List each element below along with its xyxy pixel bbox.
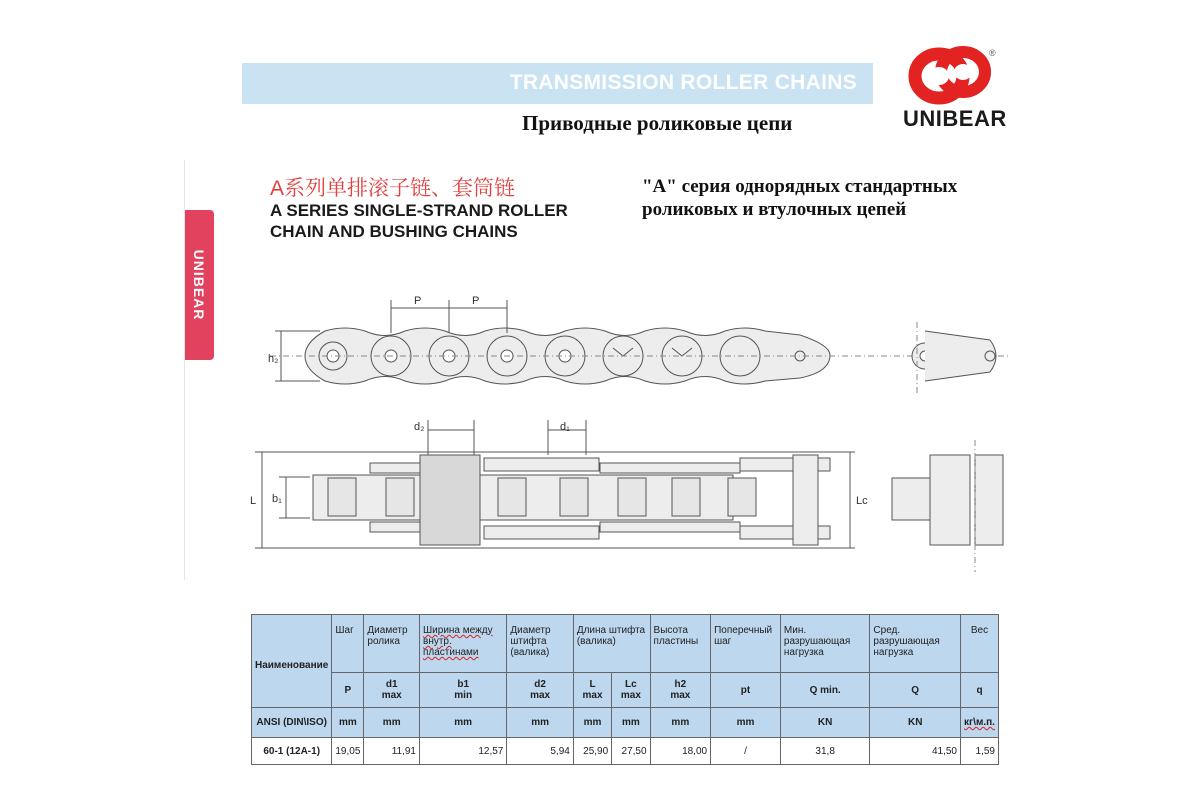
spec-table (251, 614, 999, 765)
col-symbol: b1 min (420, 673, 507, 708)
col-symbol: Q min. (780, 673, 870, 708)
subtitle-russian: Приводные роликовые цепи (522, 111, 793, 135)
row-name: 60-1 (12A-1) (252, 738, 332, 765)
registered-mark: ® (989, 48, 996, 58)
pitch-label-2: P (472, 295, 480, 307)
col-desc: Шаг (332, 615, 364, 673)
row-value: 25,90 (573, 738, 611, 765)
col-symbol: q (960, 673, 998, 708)
row-value: 5,94 (507, 738, 573, 765)
section-title-russian-line1: "A" серия однорядных стандартных (642, 176, 958, 197)
row-value: 27,50 (612, 738, 650, 765)
col-symbol: pt (711, 673, 781, 708)
col-desc: Поперечный шаг (711, 615, 781, 673)
col-symbol: Q (870, 673, 961, 708)
row-value: 19,05 (332, 738, 364, 765)
name-unit: ANSI (DIN\ISO) (252, 708, 332, 738)
col-desc: Сред. разрушающая нагрузка (870, 615, 961, 673)
col-unit: mm (420, 708, 507, 738)
col-unit: mm (332, 708, 364, 738)
col-unit: mm (573, 708, 611, 738)
section-title-chinese: A系列单排滚子链、套筒链 (270, 177, 516, 200)
pitch-label-1: P (414, 295, 422, 307)
row-value: / (711, 738, 781, 765)
col-desc: Диаметр штифта (валика) (507, 615, 573, 673)
col-symbol: h2 max (650, 673, 711, 708)
col-symbol: d2 max (507, 673, 573, 708)
name-header: Наименование (252, 615, 332, 708)
row-value: 18,00 (650, 738, 711, 765)
col-unit: mm (612, 708, 650, 738)
col-desc: Ширина между внутр. пластинами (420, 615, 507, 673)
col-unit: KN (780, 708, 870, 738)
col-symbol: L max (573, 673, 611, 708)
row-value: 1,59 (960, 738, 998, 765)
col-unit: кг\м.п. (960, 708, 998, 738)
col-unit: mm (507, 708, 573, 738)
d2-label: d₂ (414, 421, 425, 433)
row-value: 31,8 (780, 738, 870, 765)
d1-label: d₁ (560, 421, 570, 433)
col-symbol: P (332, 673, 364, 708)
col-unit: mm (650, 708, 711, 738)
b1-label: b₁ (272, 493, 282, 505)
row-value: 12,57 (420, 738, 507, 765)
Lc-label: Lc (856, 495, 868, 507)
col-unit: mm (711, 708, 781, 738)
row-value: 11,91 (364, 738, 420, 765)
col-unit: mm (364, 708, 420, 738)
col-desc: Диаметр ролика (364, 615, 420, 673)
col-desc: Мин. разрушающая нагрузка (780, 615, 870, 673)
table-header-unit-row (252, 708, 999, 738)
col-desc: Вес (960, 615, 998, 673)
logo-text: UNIBEAR (903, 106, 1007, 131)
table-header-desc-row (252, 615, 999, 673)
row-value: 41,50 (870, 738, 961, 765)
col-unit: KN (870, 708, 961, 738)
col-desc: Длина штифта (валика) (573, 615, 650, 673)
table-header-symbol-row (252, 673, 999, 708)
L-label: L (250, 495, 257, 507)
banner-title: TRANSMISSION ROLLER CHAINS (509, 71, 857, 94)
col-symbol: d1 max (364, 673, 420, 708)
section-title-english-line1: A SERIES SINGLE-STRAND ROLLER (270, 201, 568, 220)
section-title-russian-line2: роликовых и втулочных цепей (642, 199, 907, 220)
section-title-english-line2: CHAIN AND BUSHING CHAINS (270, 222, 518, 241)
col-desc: Высота пластины (650, 615, 711, 673)
side-tab-label: UNIBEAR (191, 249, 207, 321)
col-symbol: Lc max (612, 673, 650, 708)
table-row (252, 738, 999, 765)
h2-label: h₂ (268, 353, 279, 365)
